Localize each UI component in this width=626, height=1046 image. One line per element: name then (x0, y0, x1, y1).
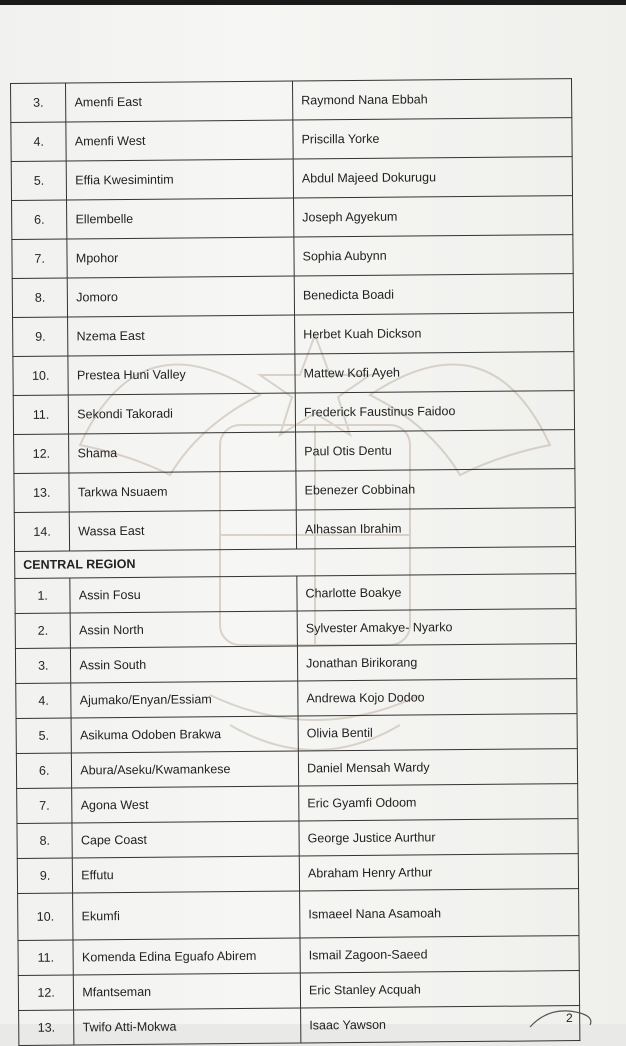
row-number: 3. (15, 648, 71, 683)
district-cell: Amenfi East (66, 81, 293, 122)
district-cell: Ekumfi (73, 891, 300, 940)
district-cell: Asikuma Odoben Brakwa (71, 716, 298, 753)
table-row (13, 391, 574, 435)
district-cell: Mpohor (67, 237, 294, 278)
table-row (16, 679, 577, 719)
officer-name-cell: Abdul Majeed Dokurugu (293, 157, 572, 198)
officer-name-cell: Mattew Kofi Ayeh (295, 352, 574, 393)
table-row (19, 1006, 580, 1046)
row-number: 5. (11, 161, 67, 200)
table-row (17, 819, 578, 859)
constituency-table (10, 78, 580, 1046)
district-cell: Effutu (73, 856, 300, 893)
district-cell: Sekondi Takoradi (69, 393, 296, 434)
row-number: 10. (18, 893, 74, 940)
officer-name-cell: Abraham Henry Arthur (299, 854, 578, 891)
document-page (0, 5, 626, 1035)
district-cell: Tarkwa Nsuaem (69, 471, 296, 512)
district-cell: Agona West (72, 786, 299, 823)
table-row (14, 469, 575, 513)
row-number: 1. (15, 578, 71, 613)
district-cell: Mfantseman (74, 973, 301, 1010)
table-row (13, 313, 574, 357)
row-number: 12. (14, 434, 70, 473)
district-cell: Assin North (70, 611, 297, 648)
row-number: 7. (12, 239, 68, 278)
table-row (18, 889, 579, 941)
table-row (18, 936, 579, 976)
row-number: 14. (14, 512, 70, 551)
officer-name-cell: Ismaeel Nana Asamoah (300, 889, 579, 938)
officer-name-cell: Benedicta Boadi (294, 274, 573, 315)
officer-name-cell: Isaac Yawson (301, 1006, 580, 1043)
district-cell: Twifo Atti-Mokwa (74, 1008, 301, 1045)
row-number: 4. (16, 683, 72, 718)
table-row (16, 749, 577, 789)
district-cell: Shama (69, 432, 296, 473)
district-cell: Nzema East (68, 315, 295, 356)
officer-name-cell: Olivia Bentil (298, 714, 577, 751)
district-cell: Ellembelle (67, 198, 294, 239)
officer-name-cell: Raymond Nana Ebbah (293, 79, 572, 120)
row-number: 2. (15, 613, 71, 648)
row-number: 6. (16, 753, 72, 788)
district-cell: Assin South (71, 646, 298, 683)
row-number: 13. (19, 1010, 75, 1045)
officer-name-cell: Ismail Zagoon-Saeed (300, 936, 579, 973)
row-number: 11. (18, 940, 74, 975)
table-row (15, 609, 576, 649)
row-number: 13. (14, 473, 70, 512)
officer-name-cell: Eric Gyamfi Odoom (299, 784, 578, 821)
officer-name-cell: Paul Otis Dentu (296, 430, 575, 471)
table-row (17, 784, 578, 824)
row-number: 12. (18, 975, 74, 1010)
row-number: 3. (11, 83, 67, 122)
row-number: 10. (13, 356, 69, 395)
row-number: 8. (12, 278, 68, 317)
table-row (18, 971, 579, 1011)
district-cell: Ajumako/Enyan/Essiam (71, 681, 298, 718)
officer-name-cell: Charlotte Boakye (297, 574, 576, 611)
table-row (15, 574, 576, 614)
region-heading: CENTRAL REGION (15, 547, 576, 579)
district-cell: Assin Fosu (70, 576, 297, 613)
row-number: 9. (17, 858, 73, 893)
table-row (12, 274, 573, 318)
row-number: 4. (11, 122, 67, 161)
district-cell: Komenda Edina Eguafo Abirem (73, 938, 300, 975)
table-row (12, 196, 573, 240)
officer-name-cell: Joseph Agyekum (294, 196, 573, 237)
district-cell: Effia Kwesimintim (67, 159, 294, 200)
table-row (11, 79, 572, 123)
district-cell: Abura/Aseku/Kwamankese (72, 751, 299, 788)
table-row (14, 508, 575, 552)
officer-name-cell: Frederick Faustinus Faidoo (295, 391, 574, 432)
row-number: 9. (13, 317, 69, 356)
district-cell: Prestea Huni Valley (68, 354, 295, 395)
table-row (17, 854, 578, 894)
district-cell: Jomoro (68, 276, 295, 317)
district-cell: Wassa East (70, 510, 297, 551)
officer-name-cell: Andrewa Kojo Dodoo (298, 679, 577, 716)
officer-name-cell: Eric Stanley Acquah (300, 971, 579, 1008)
table-row (16, 714, 577, 754)
officer-name-cell: Priscilla Yorke (293, 118, 572, 159)
district-cell: Cape Coast (72, 821, 299, 858)
table-row (15, 644, 576, 684)
row-number: 11. (13, 395, 69, 434)
table-row (12, 235, 573, 279)
page-number: 2 (566, 1011, 573, 1025)
signature-swirl-icon (520, 1003, 600, 1029)
officer-name-cell: Sophia Aubynn (294, 235, 573, 276)
table-row (11, 118, 572, 162)
row-number: 8. (17, 823, 73, 858)
officer-name-cell: Alhassan Ibrahim (296, 508, 575, 549)
officer-name-cell: Sylvester Amakye- Nyarko (297, 609, 576, 646)
officer-name-cell: Herbet Kuah Dickson (295, 313, 574, 354)
row-number: 5. (16, 718, 72, 753)
table-row (14, 430, 575, 474)
officer-name-cell: Daniel Mensah Wardy (298, 749, 577, 786)
officer-name-cell: Ebenezer Cobbinah (296, 469, 575, 510)
officer-name-cell: George Justice Aurthur (299, 819, 578, 856)
district-cell: Amenfi West (66, 120, 293, 161)
officer-name-cell: Jonathan Birikorang (297, 644, 576, 681)
table-row (13, 352, 574, 396)
table-row (11, 157, 572, 201)
row-number: 7. (17, 788, 73, 823)
row-number: 6. (12, 200, 68, 239)
